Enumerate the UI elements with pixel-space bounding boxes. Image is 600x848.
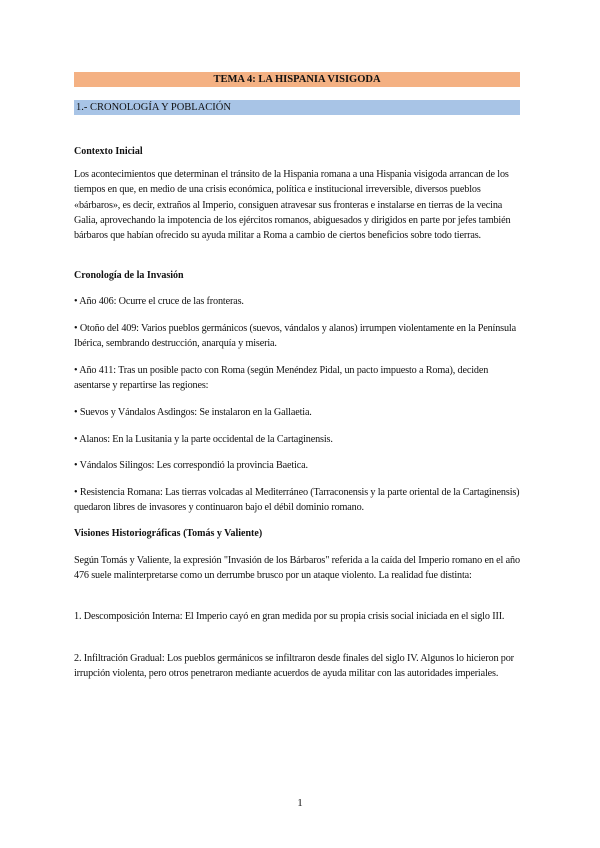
chronology-item: • Otoño del 409: Varios pueblos germánicos (suevos, vándalos y alanos) irrumpen violentamente en la Península Ibérica, sembrando destrucción, anarquía y miseria. — [74, 323, 516, 350]
historiography-heading: Visiones Historiográficas (Tomás y Valiente) — [74, 528, 263, 539]
chronology-item: • Resistencia Romana: Las tierras volcadas al Mediterráneo (Tarraconensis y la parte oriental de la Cartaginensis) quedaron libres de invasores y continuaron bajo el débil dominio romano. — [74, 487, 520, 514]
chronology-item: • Suevos y Vándalos Asdingos: Se instalaron en la Gallaetia. — [74, 407, 312, 418]
chronology-item: • Vándalos Silingos: Les correspondió la provincia Baetica. — [74, 460, 308, 471]
context-heading: Contexto Inicial — [74, 146, 143, 157]
context-paragraph: Los acontecimientos que determinan el tránsito de la Hispania romana a una Hispania visigoda arrancan de los tiempos en que, en medio de una crisis económica, política e institucional irreversible, diversos pueblos «bárbaros», es decir, extraños al Imperio, consiguen atravesar sus fronteras e instalarse en tierras de la vecina Galia, aprovechando la impotencia de los ejércitos romanos, abiguesados y dirigidos en parte por jefes también bárbaros que habían ofrecido su ayuda militar a Roma a cambio de ciertos beneficios sobre todo tierras. — [74, 169, 511, 242]
historiography-item: 2. Infiltración Gradual: Los pueblos germánicos se infiltraron desde finales del siglo IV. Algunos lo hicieron por irrupción violenta, pero otros penetraron mediante acuerdos de ayuda militar con las autoridades imperiales. — [74, 653, 514, 680]
chronology-item: • Alanos: En la Lusitania y la parte occidental de la Cartaginensis. — [74, 434, 333, 445]
chronology-item: • Año 406: Ocurre el cruce de las fronteras. — [74, 296, 244, 307]
document-title: TEMA 4: LA HISPANIA VISIGODA — [74, 72, 520, 87]
page-number: 1 — [297, 797, 303, 809]
chronology-item: • Año 411: Tras un posible pacto con Roma (según Menéndez Pidal, un pacto impuesto a Roma), deciden asentarse y repartirse las regiones: — [74, 365, 489, 392]
section-heading: 1.- CRONOLOGÍA Y POBLACIÓN — [74, 100, 520, 115]
chronology-heading: Cronología de la Invasión — [74, 270, 184, 281]
historiography-item: 1. Descomposición Interna: El Imperio cayó en gran medida por su propia crisis social iniciada en el siglo III. — [74, 611, 505, 622]
historiography-intro: Según Tomás y Valiente, la expresión "Invasión de los Bárbaros" referida a la caída del Imperio romano en el año 476 suele malinterpretarse como un derrumbe brusco por un ataque violento. La realidad fue distinta: — [74, 555, 520, 582]
